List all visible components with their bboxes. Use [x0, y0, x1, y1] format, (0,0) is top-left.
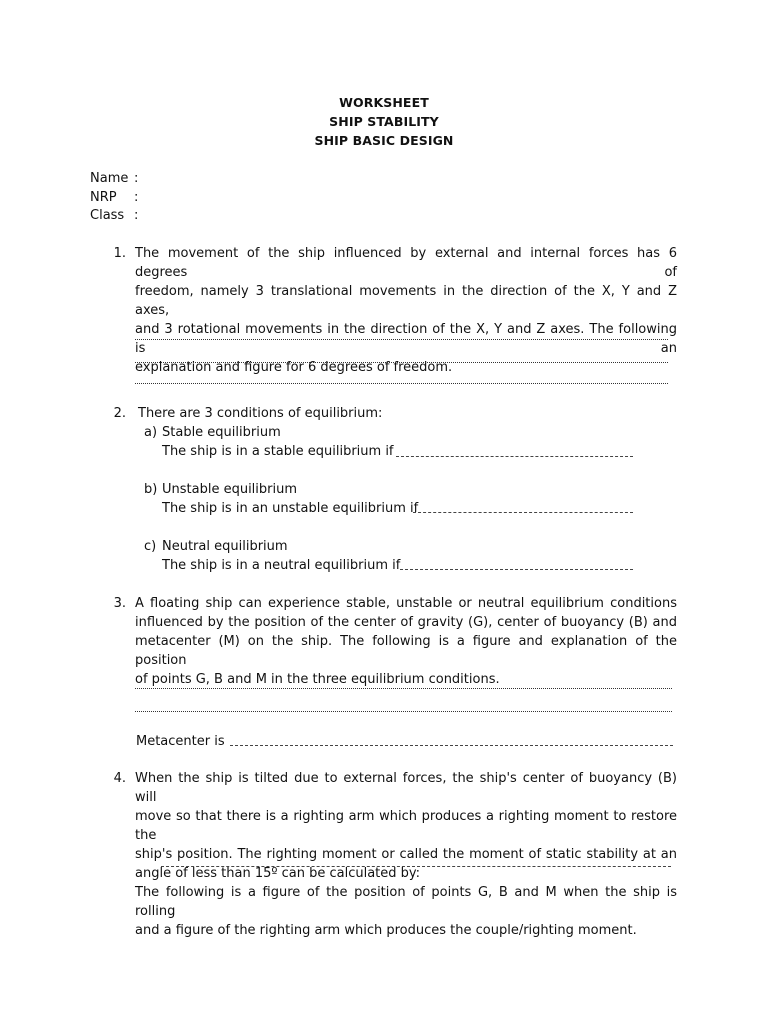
item-a-prompt: The ship is in a stable equilibrium if: [162, 444, 394, 459]
item-c-prompt: The ship is in a neutral equilibrium if: [162, 558, 401, 573]
course-title: SHIP BASIC DESIGN: [314, 133, 454, 148]
answer-line-3b[interactable]: [135, 711, 672, 712]
item-a-letter: a): [144, 425, 158, 440]
name-label: Name: [90, 171, 129, 186]
question-1-number: 1.: [113, 246, 126, 261]
question-4-followup: The following is a figure of the position of points G, B and M when the ship is rolling and a figure of the righting arm which produces the couple/righting moment.: [135, 885, 677, 938]
question-4-text: When the ship is tilted due to external forces, the ship's center of buoyancy (B) will move so that there is a righting arm which produces a righting moment to restore the ship's position. The righting moment or called the moment of static stability at an angle of less than 15º can be calculated by:: [135, 771, 677, 881]
question-1-text: The movement of the ship influenced by external and internal forces has 6 degrees of freedom, namely 3 translational movements in the direction of the X, Y and Z axes, and 3 rotational movements in the direction of the X, Y and Z axes. The following is an explanation and figure for 6 degrees of freedom.: [135, 246, 677, 375]
item-c-letter: c): [144, 539, 157, 554]
question-3-text: A floating ship can experience stable, unstable or neutral equilibrium conditions influenced by the position of the center of gravity (G), center of buoyancy (B) and metacenter (M) on the ship. The following is a figure and explanation of the position of points G, B and M in the three equilibrium conditions.: [135, 596, 677, 687]
name-colon: :: [134, 171, 139, 186]
answer-line-2b[interactable]: [413, 512, 633, 513]
answer-line-2c[interactable]: [400, 569, 633, 570]
nrp-colon: :: [134, 190, 139, 205]
metacenter-answer-line[interactable]: [230, 745, 673, 746]
answer-line-1b[interactable]: [135, 362, 668, 363]
question-2-intro: There are 3 conditions of equilibrium:: [138, 406, 383, 421]
question-4-number: 4.: [113, 771, 126, 786]
formula-answer-line[interactable]: [161, 866, 671, 867]
item-b-prompt: The ship is in an unstable equilibrium if: [162, 501, 419, 516]
subject-title: SHIP STABILITY: [329, 114, 439, 129]
answer-line-1c[interactable]: [135, 383, 668, 384]
item-a-title: Stable equilibrium: [162, 425, 281, 440]
answer-line-2a[interactable]: [396, 456, 633, 457]
question-3-number: 3.: [113, 596, 126, 611]
nrp-label: NRP: [90, 190, 117, 205]
metacenter-prompt: Metacenter is: [136, 734, 225, 749]
answer-line-1a[interactable]: [135, 339, 668, 340]
item-b-letter: b): [144, 482, 158, 497]
worksheet-title: WORKSHEET: [339, 95, 429, 110]
answer-line-3a[interactable]: [135, 688, 672, 689]
question-2-number: 2.: [113, 406, 126, 421]
item-c-title: Neutral equilibrium: [162, 539, 288, 554]
item-b-title: Unstable equilibrium: [162, 482, 298, 497]
class-label: Class: [90, 208, 125, 223]
class-colon: :: [134, 208, 139, 223]
